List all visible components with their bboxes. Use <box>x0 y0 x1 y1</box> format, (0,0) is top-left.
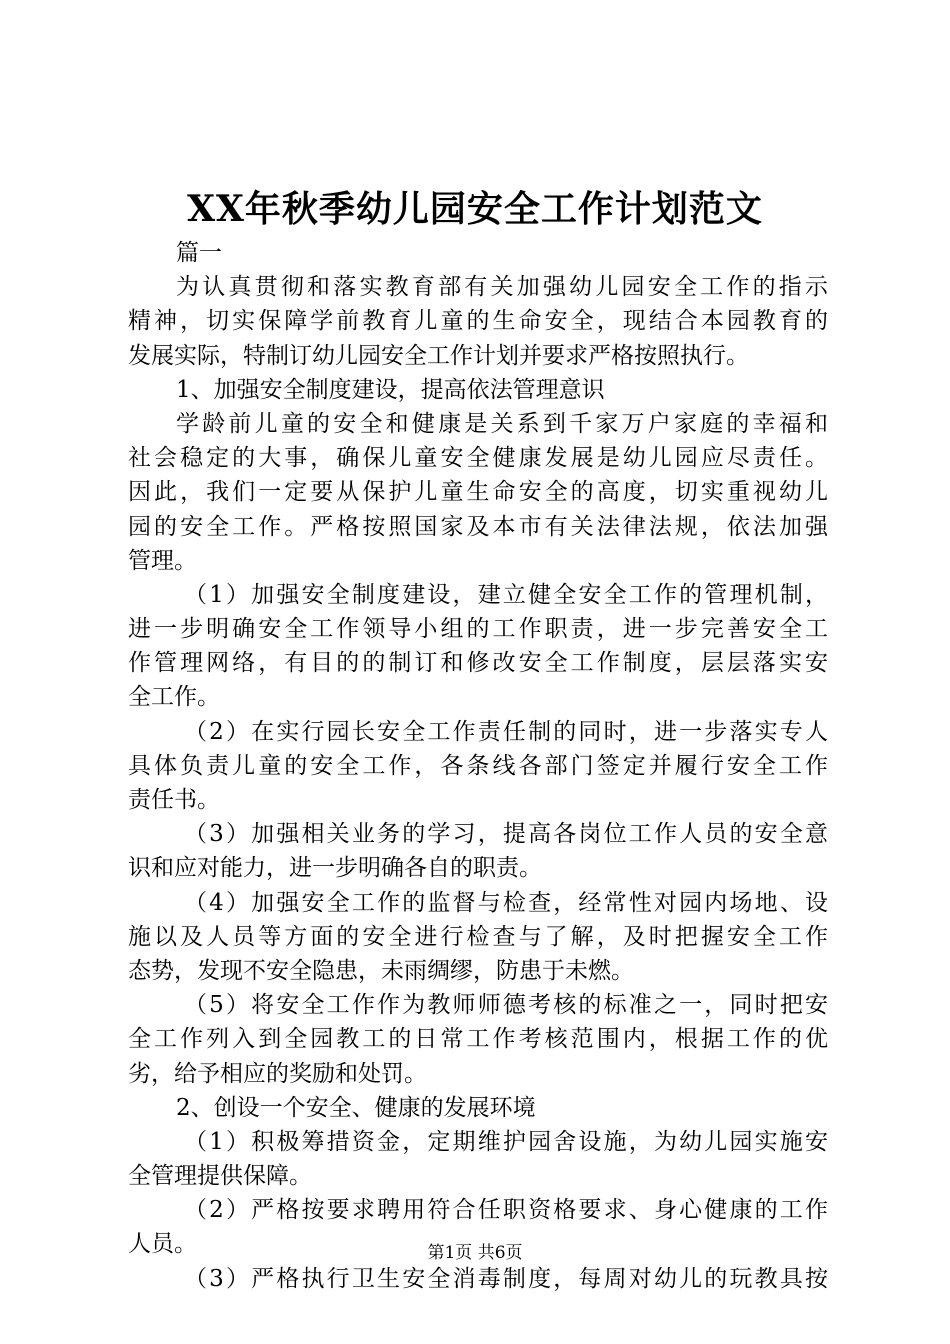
body-line: 识和应对能力，进一步明确各自的职责。 <box>128 855 542 882</box>
body-line: 因此，我们一定要从保护儿童生命安全的高度，切实重视幼儿 <box>128 479 828 506</box>
body-line: （1）加强安全制度建设，建立健全安全工作的管理机制， <box>184 581 828 608</box>
body-line: 2、创设一个安全、健康的发展环境 <box>176 1094 536 1121</box>
body-line: （3）加强相关业务的学习，提高各岗位工作人员的安全意 <box>184 821 828 848</box>
body-line: 人员。 <box>128 1231 197 1258</box>
page-footer: 第1页 共6页 <box>427 1243 523 1263</box>
body-line: 具体负责儿童的安全工作，各条线各部门签定并履行安全工作 <box>128 752 828 779</box>
body-line: 管理。 <box>128 547 197 574</box>
body-line: 为认真贯彻和落实教育部有关加强幼儿园安全工作的指示 <box>176 274 828 301</box>
body-line: （2）在实行园长安全工作责任制的同时，进一步落实专人 <box>184 718 828 745</box>
body-line: （4）加强安全工作的监督与检查，经常性对园内场地、设 <box>184 889 828 916</box>
document-body <box>128 236 828 1296</box>
body-line: 1、加强安全制度建设，提高依法管理意识 <box>176 376 605 403</box>
body-line: 发展实际，特制订幼儿园安全工作计划并要求严格按照执行。 <box>128 342 749 369</box>
body-line: 园的安全工作。严格按照国家及本市有关法律法规，依法加强 <box>128 513 828 540</box>
body-line: （2）严格按要求聘用符合任职资格要求、身心健康的工作 <box>184 1197 828 1224</box>
body-line: （5）将安全工作作为教师师德考核的标准之一，同时把安 <box>184 992 828 1019</box>
body-line: 施以及人员等方面的安全进行检查与了解，及时把握安全工作 <box>128 923 828 950</box>
body-line: 作管理网络，有目的的制订和修改安全工作制度，层层落实安 <box>128 650 828 677</box>
body-line: 态势，发现不安全隐患，未雨绸缪，防患于未燃。 <box>128 957 634 984</box>
body-line: 精神，切实保障学前教育儿童的生命安全，现结合本园教育的 <box>128 308 828 335</box>
body-line: （3）严格执行卫生安全消毒制度，每周对幼儿的玩教具按 <box>184 1265 828 1292</box>
body-line: 全工作列入到全园教工的日常工作考核范围内，根据工作的优 <box>128 1026 828 1053</box>
body-line: 责任书。 <box>128 787 220 813</box>
body-line: （1）积极筹措资金，定期维护园舍设施，为幼儿园实施安 <box>184 1128 828 1155</box>
body-line: 全管理提供保障。 <box>128 1163 312 1190</box>
document-title: XX年秋季幼儿园安全工作计划范文 <box>187 188 763 230</box>
body-line: 全工作。 <box>128 684 220 711</box>
body-line: 社会稳定的大事，确保儿童安全健康发展是幼儿园应尽责任。 <box>128 445 828 472</box>
body-line: 劣，给予相应的奖励和处罚。 <box>128 1060 427 1087</box>
body-line: 学龄前儿童的安全和健康是关系到千家万户家庭的幸福和 <box>176 410 828 437</box>
body-line: 进一步明确安全工作领导小组的工作职责，进一步完善安全工 <box>128 616 828 643</box>
body-line: 篇一 <box>176 240 222 266</box>
